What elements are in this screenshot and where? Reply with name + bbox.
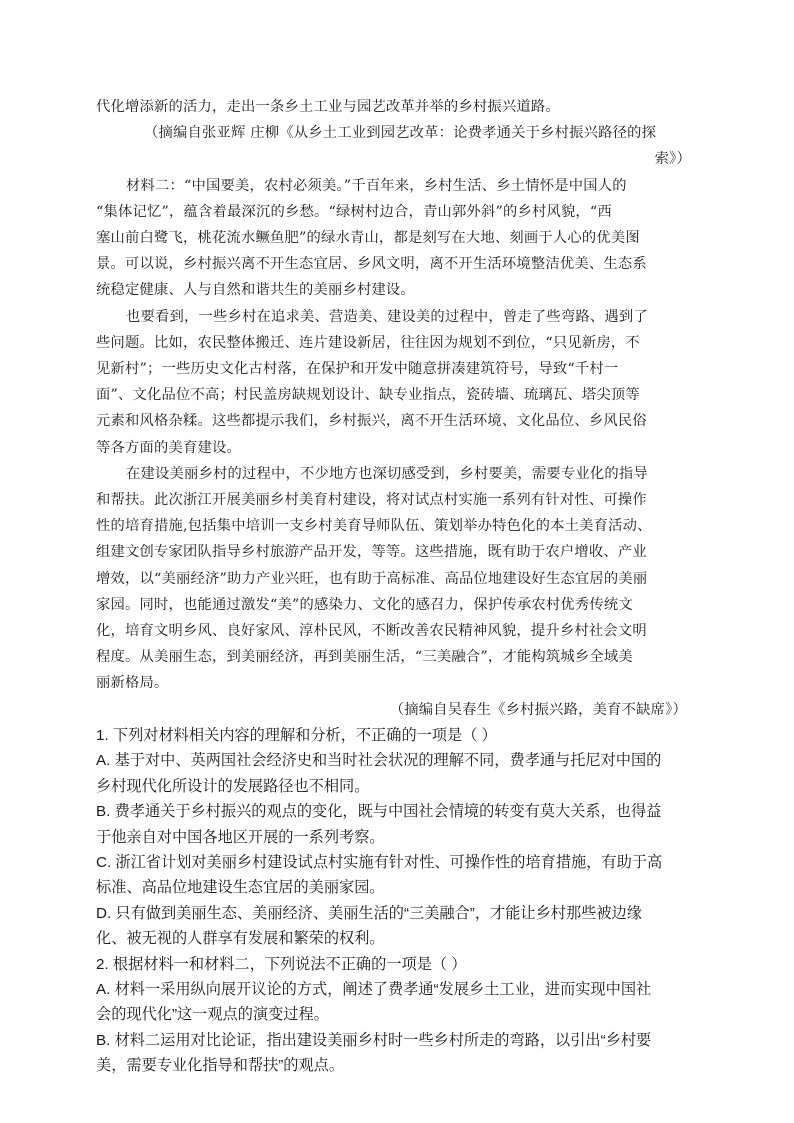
material-one-closing-line xyxy=(96,94,699,120)
question-1 xyxy=(96,723,699,952)
material-two-paragraph-2 xyxy=(96,304,699,461)
text-line: 组建文创专家团队指导乡村旅游产品开发，等等。这些措施，既有助于农户增收、产业 xyxy=(96,544,647,561)
material-one-source xyxy=(96,120,699,146)
material-two-paragraph-3 xyxy=(96,461,699,697)
text-line: 和帮扶。此次浙江开展美丽乡村美育村建设，将对试点村实施一系列有针对性、可操作 xyxy=(96,492,647,509)
question-stem: 1. 下列对材料相关内容的理解和分析，不正确的一项是（ ） xyxy=(96,726,497,744)
text-line: 在建设美丽乡村的过程中，不少地方也深切感受到，乡村要美，需要专业化的指导 xyxy=(126,465,648,482)
text-line: 面”、文化品位不高；村民盖房缺规划设计、缺专业指点，瓷砖墙、琉璃瓦、塔尖顶等 xyxy=(96,387,640,404)
text-line: 丽新格局。 xyxy=(96,675,169,692)
option-line: 化、被无视的人群享有发展和繁荣的权利。 xyxy=(96,930,385,948)
text-line: 家园。同时，也能通过激发“美”的感染力、文化的感召力，保护传承农村优秀传统文 xyxy=(96,596,633,613)
text-line: 增效，以“美丽经济”助力产业兴旺，也有助于高标准、高品位地建设好生态宜居的美丽 xyxy=(96,570,648,587)
option-line: 标准、高品位地建设生态宜居的美丽家园。 xyxy=(96,879,385,897)
text-line: “集体记忆”，蕴含着最深沉的乡愁。“绿树村边合，青山郭外斜”的乡村风貌，“西 xyxy=(96,203,612,220)
exam-page xyxy=(96,94,699,1079)
source-line: 索》） xyxy=(654,151,691,168)
text-line: 等各方面的美育建设。 xyxy=(96,439,241,456)
option-d[interactable] xyxy=(96,901,699,952)
text-line: 统稳定健康、人与自然和谐共生的美丽乡村建设。 xyxy=(96,282,415,299)
option-line: B. 材料二运用对比论证，指出建设美丽乡村时一些乡村所走的弯路，以引出“乡村要 xyxy=(96,1031,652,1049)
option-line: 乡村现代化所设计的发展路径也不相同。 xyxy=(96,777,370,795)
option-line: 美，需要专业化指导和帮扶”的观点。 xyxy=(96,1057,345,1075)
option-c[interactable] xyxy=(96,850,699,901)
text-line: 塞山前白鹭飞，桃花流水鳜鱼肥”的绿水青山，都是刻写在大地、刻画于人心的优美图 xyxy=(96,230,640,247)
text-line: 也要看到，一些乡村在追求美、营造美、建设美的过程中，曾走了些弯路、遇到了 xyxy=(126,308,648,325)
option-line: 于他亲自对中国各地区开展的一系列考察。 xyxy=(96,828,385,846)
text-line: 材料二：“中国要美，农村必须美。”千百年来，乡村生活、乡土情怀是中国人的 xyxy=(126,177,627,194)
option-a[interactable] xyxy=(96,748,699,799)
text-line: 程度。从美丽生态，到美丽经济，再到美丽生活，“三美融合”，才能构筑城乡全域美 xyxy=(96,649,633,666)
option-line: A. 材料一采用纵向展开议论的方式，阐述了费孝通“发展乡土工业，进而实现中国社 xyxy=(96,980,652,998)
text-line: 元素和风格杂糅。这些都提示我们，乡村振兴，离不开生活环境、文化品位、乡风民俗 xyxy=(96,413,647,430)
option-line: 会的现代化”这一观点的演变过程。 xyxy=(96,1006,329,1024)
option-b[interactable] xyxy=(96,1028,699,1079)
text-line: 些问题。比如，农民整体搬迁、连片建设新居，往往因为规划不到位，“只见新房，不 xyxy=(96,334,640,351)
option-line: C. 浙江省计划对美丽乡村建设试点村实施有针对性、可操作性的培育措施，有助于高 xyxy=(96,853,663,871)
option-a[interactable] xyxy=(96,977,699,1028)
text-line: 代化增添新的活力，走出一条乡土工业与园艺改革并举的乡村振兴道路。 xyxy=(96,99,560,115)
text-line: 性的培育措施,包括集中培训一支乡村美育导师队伍、策划举办特色化的本土美育活动、 xyxy=(96,518,652,535)
material-two-source xyxy=(96,697,699,723)
question-stem: 2. 根据材料一和材料二，下列说法不正确的一项是（ ） xyxy=(96,955,467,973)
question-2 xyxy=(96,952,699,1079)
source-line: （摘编自张亚辉 庄柳《从乡土工业到园艺改革：论费孝通关于乡村振兴路径的探 xyxy=(144,125,657,142)
option-line: A. 基于对中、英两国社会经济史和当时社会状况的理解不同，费孝通与托尼对中国的 xyxy=(96,752,662,770)
option-line: D. 只有做到美丽生态、美丽经济、美丽生活的“三美融合”，才能让乡村那些被边缘 xyxy=(96,904,642,922)
option-b[interactable] xyxy=(96,799,699,850)
source-line: （摘编自吴春生《乡村振兴路，美育不缺席》） xyxy=(389,701,687,718)
text-line: 见新村”；一些历史文化古村落，在保护和开发中随意拼凑建筑符号，导致“千村一 xyxy=(96,361,619,378)
text-line: 景。可以说，乡村振兴离不开生态宜居、乡风文明，离不开生活环境整洁优美、生态系 xyxy=(96,256,647,273)
text-line: 化，培育文明乡风、良好家风、淳朴民风，不断改善农民精神风貌，提升乡村社会文明 xyxy=(96,623,647,640)
material-two-paragraph-1 xyxy=(96,173,699,304)
option-line: B. 费孝通关于乡村振兴的观点的变化，既与中国社会情境的转变有莫大关系，也得益 xyxy=(96,803,662,821)
material-one-source-end xyxy=(96,146,699,172)
